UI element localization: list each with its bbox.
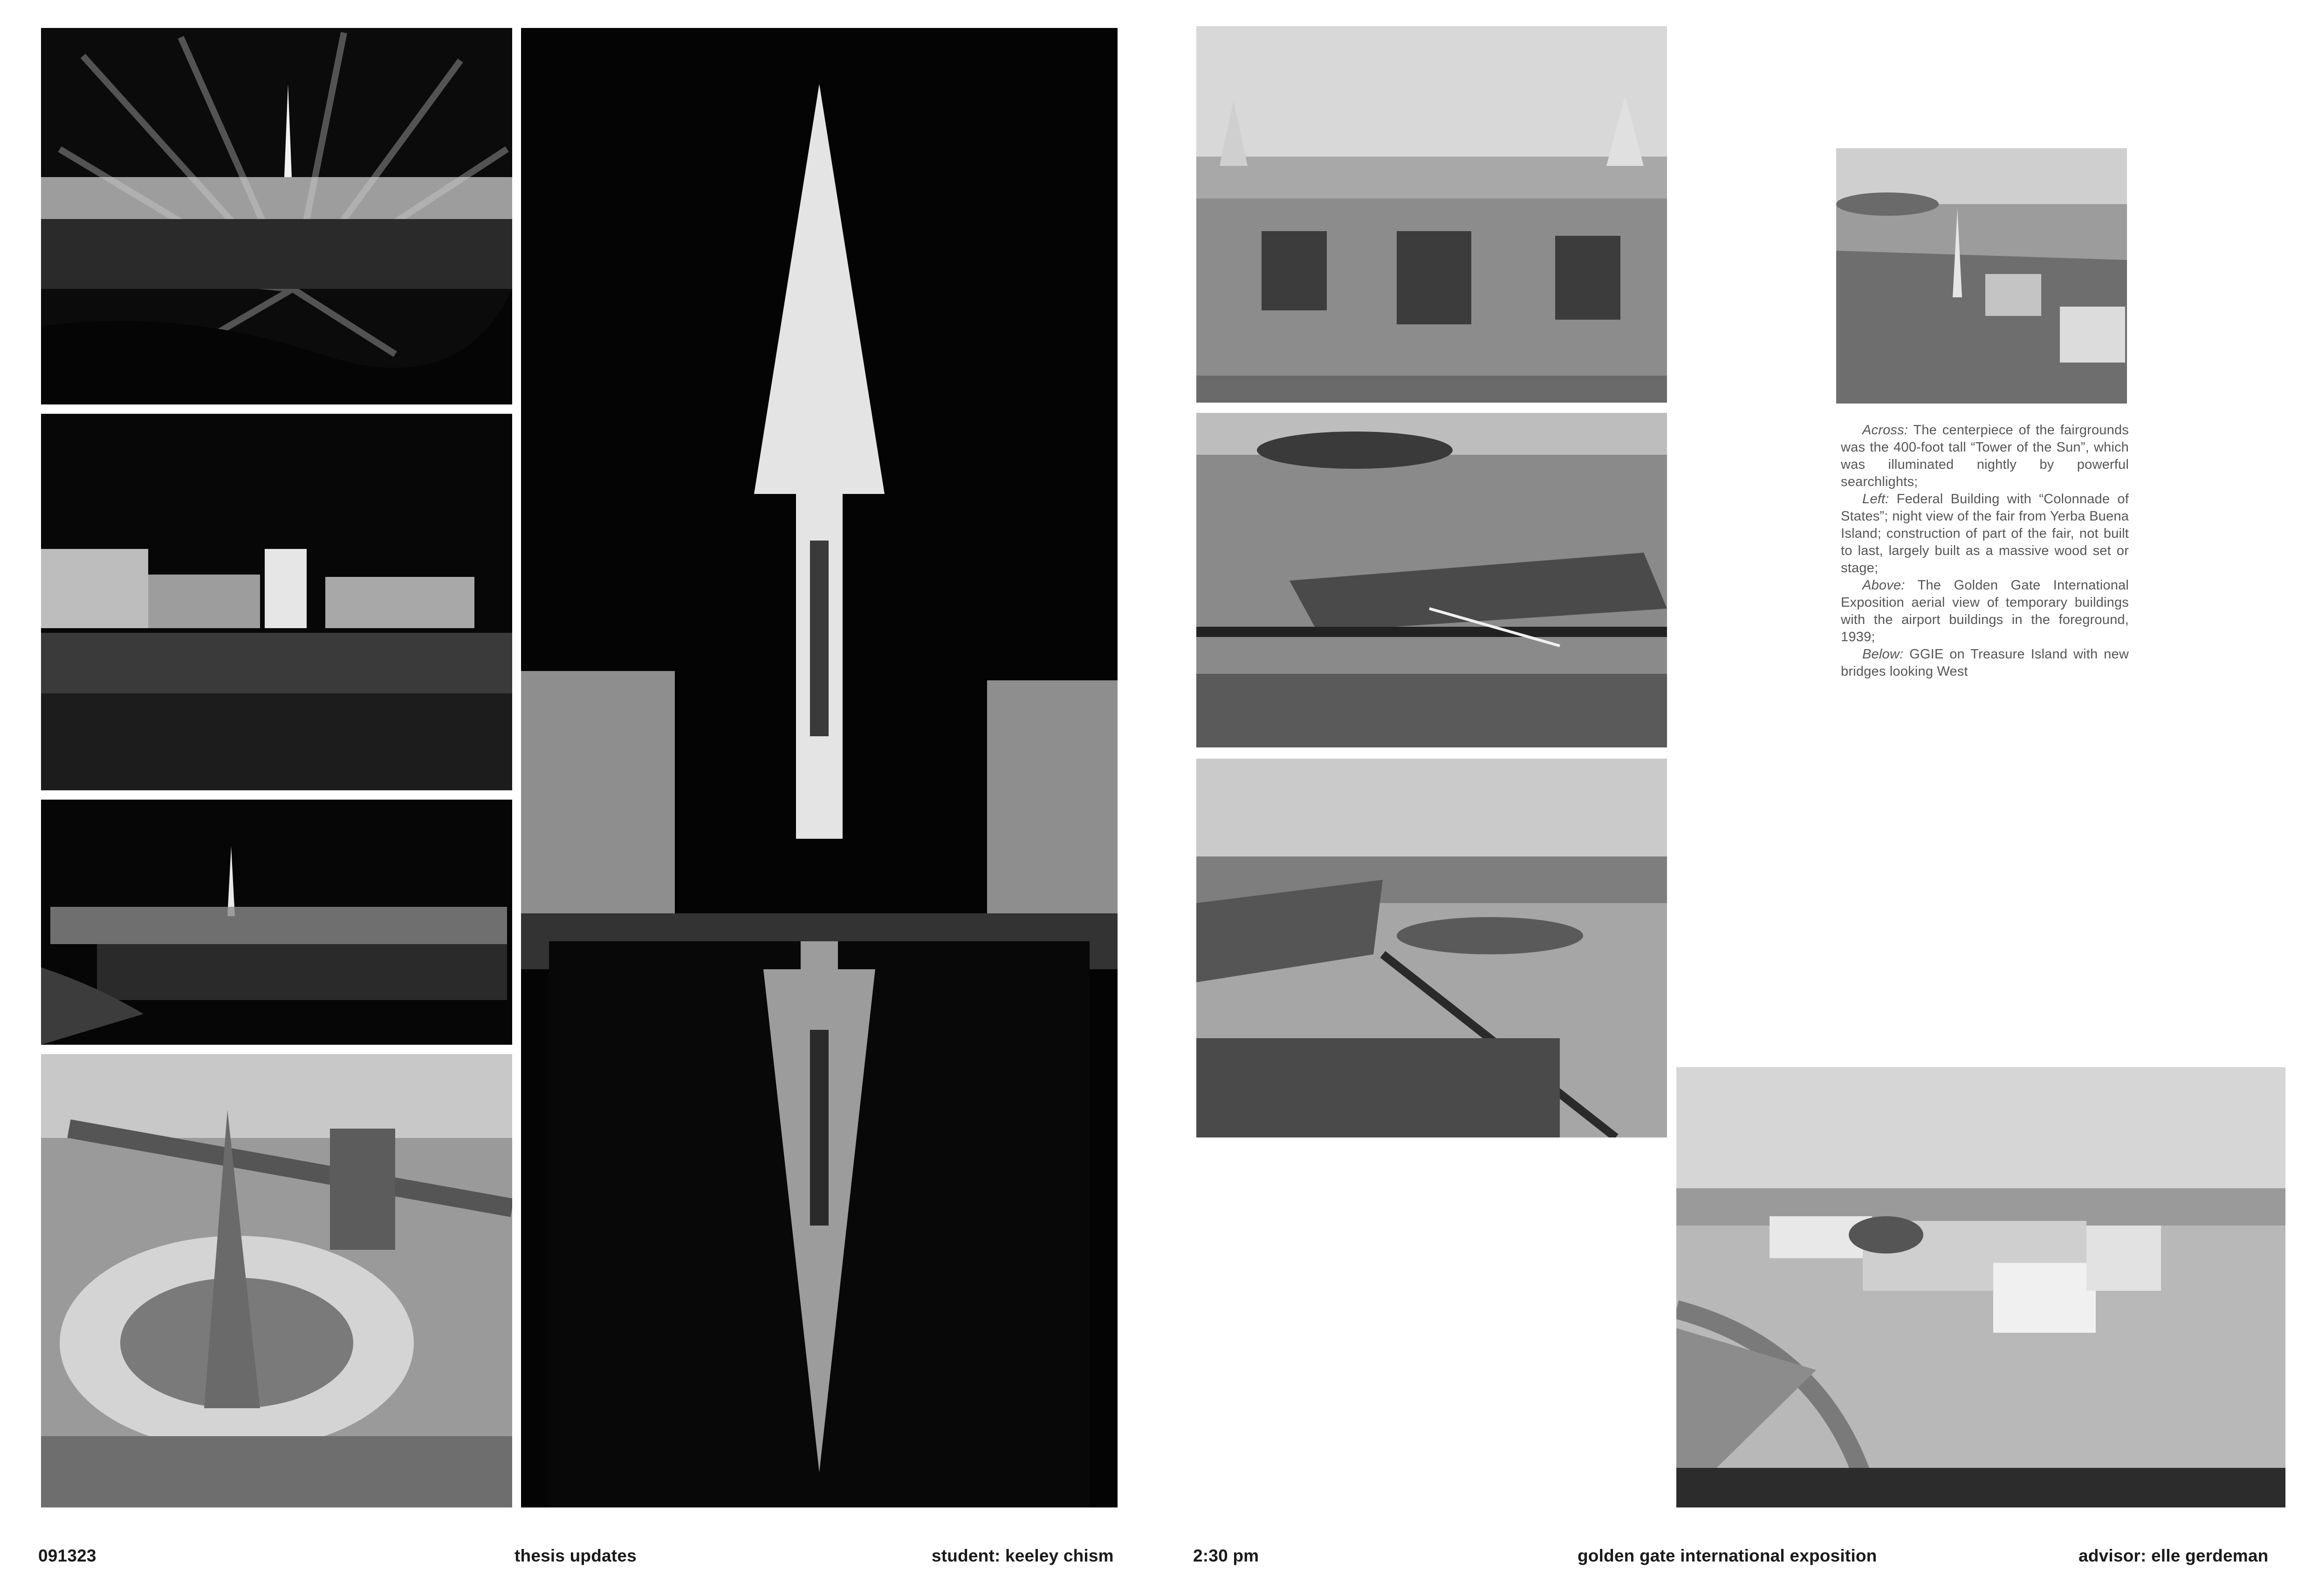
footer-project: golden gate international exposition <box>1578 1546 1877 1565</box>
photo-federal-building-night <box>41 414 512 790</box>
footer-date: 091323 <box>38 1546 96 1565</box>
photo-fair-from-yerba-buena <box>41 800 512 1045</box>
photo-aerial-temporary-buildings <box>1836 148 2127 404</box>
photo-aerial-bay-bridge <box>1196 759 1667 1137</box>
photo-tower-of-the-sun-reflection <box>521 28 1118 1507</box>
footer-advisor: advisor: elle gerdeman <box>2079 1546 2269 1565</box>
caption-above: Above: The Golden Gate International Exposition aerial view of temporary buildings with the airport buildings in the foreground, 1939; <box>1841 578 2129 644</box>
footer-time: 2:30 pm <box>1193 1546 1259 1565</box>
photo-aerial-island-bridge <box>1196 413 1667 747</box>
caption-below: Below: GGIE on Treasure Island with new bridges looking West <box>1841 647 2129 679</box>
photo-construction-arches <box>1196 26 1667 403</box>
photo-ggie-treasure-island-west <box>1676 1067 2285 1507</box>
footer-topic: thesis updates <box>515 1546 637 1565</box>
photo-tower-aerial-plaza <box>41 1054 512 1507</box>
photo-searchlights-night <box>41 28 512 404</box>
caption-left: Left: Federal Building with “Colonnade of States”; night view of the fair from Yerba Buena Island; construction of part of the fair, not built to last, largely built as a massive wood set or stage; <box>1841 492 2129 575</box>
photo-captions <box>1841 422 2129 680</box>
caption-across: Across: The centerpiece of the fairgrounds was the 400-foot tall “Tower of the Sun”, which was illuminated nightly by powerful searchlights; <box>1841 423 2129 489</box>
footer-student: student: keeley chism <box>932 1546 1114 1565</box>
